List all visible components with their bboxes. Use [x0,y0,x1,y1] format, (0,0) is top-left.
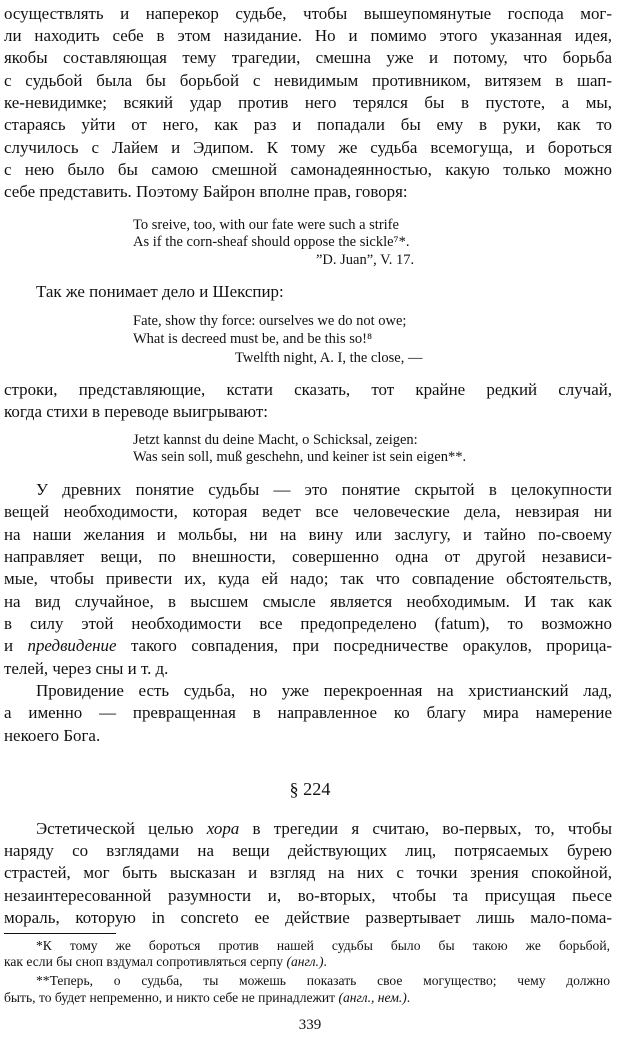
paragraph-3-line-8 [4,635,612,657]
footnote-rule [4,933,116,934]
paragraph-3-line-7: в силу этой необходимости все предопределено (fatum), то возможно [4,613,612,633]
paragraph-3-line-8-end: такого совпадения, при посредничестве оракулов, прорица- [116,636,612,656]
paragraph-5-line-3: страстей, мог быть высказан и взгляд на них с точки зрения спокойной, [4,863,612,883]
paragraph-1-line-7: случилось с Лайем и Эдипом. К тому же судьба всемогуща, и бороться [4,137,612,157]
quote-byron-source: ”D. Juan”, V. 17. [316,252,415,268]
paragraph-5-line-2: наряду со взглядами на вещи действующих лиц, потрясаемых бурею [4,840,612,860]
paragraph-3-line-5: мые, чтобы привести их, куда ей надо; так что совпадение обстоятельств, [4,569,612,589]
paragraph-1-line-5: ке-невидимке; всякий удар против него терялся бы в пустоте, а мы, [4,93,612,113]
footnote-2-end: . [406,989,411,1005]
paragraph-5-line-1-start: Эстетической целью [36,818,207,838]
section-heading: § 224 [289,779,331,800]
footnote-2-line-1: **Теперь, о судьба, ты можешь показать свое могущество; чему должно [36,972,610,988]
footnote-1-end: . [323,954,327,970]
footnote-2-lang: (англ., нем.) [338,989,407,1005]
paragraph-3-line-3: на наши желания и мольбы, ни на вину или заслугу, и тайно по-своему [4,524,612,544]
paragraph-1-line-3: якобы составляющая тему трагедии, смешна уже и потому, что борьба [4,48,612,68]
paragraph-1-line-9: себе представить. Поэтому Байрон вполне прав, говоря: [4,182,408,202]
footnote-2-line-2 [4,990,610,1007]
footnote-2-text: быть, то будет непременно, и никто себе не принадлежит [4,989,339,1005]
quote-shakespeare-line-2: What is decreed must be, and be this so!⁸ [133,331,373,348]
paragraph-5-line-1-end: в трегедии я считаю, во-первых, то, чтобы [239,818,613,838]
paragraph-4-line-2: а именно — превращенная в направленное ко благу мира намерение [4,703,612,723]
paragraph-5-line-5: мораль, которую in concreto ее действие развертывает лишь мало-пома- [4,907,612,927]
paragraph-3-line-2: вещей необходимости, которая ведет все человеческие дела, невзирая ни [4,502,612,522]
paragraph-2-line-1: строки, представляющие, кстати сказать, тот крайне редкий случай, [4,379,612,399]
paragraph-1-line-6: стараясь уйти от него, как раз и попадали бы ему в руки, как то [4,115,612,135]
footnote-1-lang: (англ.) [286,954,324,970]
paragraph-2-line-2: когда стихи в переводе выигрывают: [4,401,268,421]
emphasis-providence: предвидение [27,636,117,656]
paragraph-3-line-1: У древних понятие судьбы — это понятие скрытой в целокупности [36,480,612,499]
paragraph-4-line-1: Провидение есть судьба, но уже перекроенная на христианский лад, [36,680,612,700]
paragraph-3-line-9: телей, через сны и т. д. [4,658,169,678]
quote-shakespeare-line-1: Fate, show thy force: ourselves we do not owe; [133,313,407,330]
quote-shakespeare-source: Twelfth night, A. I, the close, — [235,349,423,366]
footnote-1-text: как если бы сноп вздумал сопротивляться серпу [4,954,287,970]
paragraph-4-line-3: некоего Бога. [4,725,101,745]
quote-german-line-2: Was sein soll, muß geschehn, und keiner ist sein eigen**. [133,449,467,466]
paragraph-5-line-4: незаинтересованной разумности и, во-вторых, чтобы та присущая пьесе [4,885,612,905]
quote-byron-line-2: As if the corn-sheaf should oppose the sickle⁷*. [133,234,410,251]
paragraph-1-line-2: ли находить себе в этом назидание. Но и помимо этого указанная идея, [4,26,612,46]
footnote-1-line-2 [4,954,610,971]
footnote-1-line-1: *К тому же бороться против нашей судьбы было бы такою же борьбой, [36,937,610,953]
paragraph-1-line-1: осуществлять и наперекор судьбе, чтобы вышеупомянутые господа мог- [4,3,612,23]
paragraph-5-line-1 [36,818,612,840]
paragraph-1-line-4: с судьбой была бы борьбой с невидимым противником, витязем в шап- [4,70,612,90]
emphasis-chorus: хора [206,818,240,838]
paragraph-3-line-6: на вид случайное, в высшем смысле является необходимым. И так как [4,591,612,611]
shakespeare-intro: Так же понимает дело и Шекспир: [36,281,284,301]
paragraph-3-line-4: направляет вещи, по внешности, совершенно одна от другой независи- [4,546,612,566]
paragraph-1-line-8: с нею было бы самою смешной самонадеянностью, какую только можно [4,160,612,179]
page-number: 339 [298,1016,322,1033]
quote-byron-line-1: To sreive, too, with our fate were such a strife [133,216,399,233]
quote-german-line-1: Jetzt kannst du deine Macht, o Schicksal, zeigen: [133,431,418,448]
paragraph-3-line-8-start: и [4,636,28,656]
